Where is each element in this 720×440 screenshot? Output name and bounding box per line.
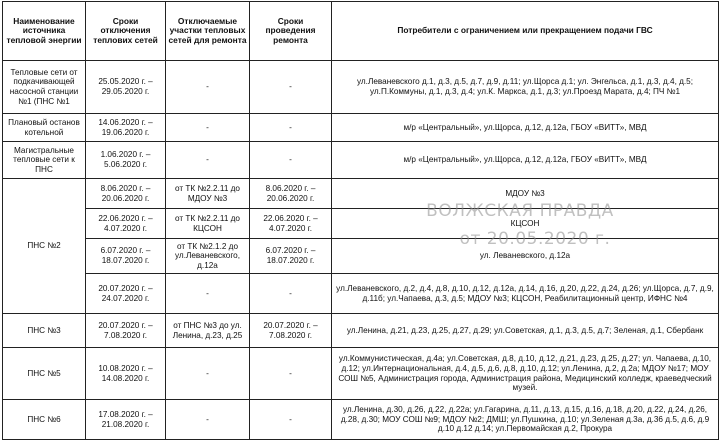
section-cell: - (166, 400, 250, 440)
watermark-date: от 20.05.2020 г. (459, 229, 611, 249)
source-cell: ПНС №2 (3, 179, 86, 314)
shutdown-cell: 10.08.2020 г. – 14.08.2020 г. (86, 348, 166, 400)
section-cell: - (166, 142, 250, 179)
watermark-title: ВОЛЖСКАЯ ПРАВДА (426, 201, 614, 221)
table-row (3, 209, 719, 239)
source-cell: Магистральные тепловые сети к ПНС (3, 142, 86, 179)
repair-cell: 6.07.2020 г. – 18.07.2020 г. (250, 239, 332, 274)
section-cell: от ТК №2.1.2 до ул.Леваневского, д.12а (166, 239, 250, 274)
header-row (3, 2, 719, 61)
shutdown-cell: 17.08.2020 г. – 21.08.2020 г. (86, 400, 166, 440)
section-cell: от ТК №2.2.11 до КЦСОН (166, 209, 250, 239)
repair-cell: - (250, 114, 332, 142)
shutdown-cell: 20.07.2020 г. – 7.08.2020 г. (86, 314, 166, 348)
source-cell: ПНС №3 (3, 314, 86, 348)
consumers-cell: ул.Коммунистическая, д.4а; ул.Советская, д.8, д.10, д.12, д.21, д.23, д.25, д.27; ул. Чапаева, д.10, д.12; ул.Интернациональная, д.4, д.5, д.6, д.8, д.10, д.12; ул.Ленина, д.2, д.2а; МДОУ №17; МОУ СОШ №5, Администрация города, Администрация района, Медицинский колледж, краеведческий музей. (332, 348, 719, 400)
consumers-cell: МДОУ №3 (332, 179, 719, 209)
table-row (3, 400, 719, 440)
shutdown-cell: 25.05.2020 г. – 29.05.2020 г. (86, 61, 166, 114)
shutdown-cell: 20.07.2020 г. – 24.07.2020 г. (86, 274, 166, 314)
header-source: Наименование источника тепловой энергии (3, 2, 86, 61)
section-cell: от ПНС №3 до ул. Ленина, д.23, д.25 (166, 314, 250, 348)
table-row (3, 179, 719, 209)
repair-cell: 20.07.2020 г. – 7.08.2020 г. (250, 314, 332, 348)
consumers-cell: м/р «Центральный», ул.Щорса, д.12, д.12а, ГБОУ «ВИТТ», МВД (332, 142, 719, 179)
consumers-cell: ул.Леваневского д.1, д.3, д.5, д.7, д.9, д.11; ул.Щорса д.1; ул. Энгельса, д.1, д.3, д.4, д.5; ул.П.Коммуны, д.1, д.3, д.4; ул.К. Маркса, д.1, д.3; ул.Проезд Марата, д.4; ПЧ №1 (332, 61, 719, 114)
header-repair-dates: Сроки проведения ремонта (250, 2, 332, 61)
section-cell: - (166, 114, 250, 142)
consumers-cell: ул.Леваневского, д.2, д.4, д.8, д.10, д.12, д.12а, д.14, д.16, д.20, д.22, д.24, д.26; ул.Щорса, д.7, д.9, д.11б; ул.Чапаева, д.3, д.5; МДОУ №3; КЦСОН, Реабилитационный центр, ИФНС №4 (332, 274, 719, 314)
repair-cell: - (250, 348, 332, 400)
table-row (3, 314, 719, 348)
shutdown-cell: 6.07.2020 г. – 18.07.2020 г. (86, 239, 166, 274)
section-cell: от ТК №2.2.11 до МДОУ №3 (166, 179, 250, 209)
schedule-table (2, 1, 719, 440)
section-cell: - (166, 61, 250, 114)
shutdown-cell: 14.06.2020 г. – 19.06.2020 г. (86, 114, 166, 142)
source-cell: ПНС №6 (3, 400, 86, 440)
shutdown-cell: 8.06.2020 г. – 20.06.2020 г. (86, 179, 166, 209)
shutdown-cell: 1.06.2020 г. – 5.06.2020 г. (86, 142, 166, 179)
repair-cell: - (250, 142, 332, 179)
repair-cell: - (250, 400, 332, 440)
table-row (3, 61, 719, 114)
section-cell: - (166, 348, 250, 400)
repair-cell: 22.06.2020 г. – 4.07.2020 г. (250, 209, 332, 239)
consumers-cell: ул. Леваневского, д.12а (332, 239, 719, 274)
consumers-cell: КЦСОН (332, 209, 719, 239)
source-cell: ПНС №5 (3, 348, 86, 400)
repair-cell: - (250, 61, 332, 114)
shutdown-cell: 22.06.2020 г. – 4.07.2020 г. (86, 209, 166, 239)
table-row (3, 114, 719, 142)
header-consumers: Потребители с ограничением или прекращением подачи ГВС (332, 2, 719, 61)
consumers-cell: ул.Ленина, д.21, д.23, д.25, д.27, д.29; ул.Советская, д.1, д.3, д.5, д.7; Зеленая, д.1, Сбербанк (332, 314, 719, 348)
header-shutdown-dates: Сроки отключения теплових сетей (86, 2, 166, 61)
table-row (3, 239, 719, 274)
source-cell: Тепловые сети от подкачивающей насосной станции №1 (ПНС №1 (3, 61, 86, 114)
source-cell: Плановый останов котельной (3, 114, 86, 142)
consumers-cell: м/р «Центральный», ул.Щорса, д.12, д.12а, ГБОУ «ВИТТ», МВД (332, 114, 719, 142)
table-row (3, 274, 719, 314)
repair-cell: - (250, 274, 332, 314)
header-sections: Отключаемые участки тепловых сетей для ремонта (166, 2, 250, 61)
section-cell: - (166, 274, 250, 314)
repair-cell: 8.06.2020 г. – 20.06.2020 г. (250, 179, 332, 209)
consumers-cell: ул.Ленина, д.30, д.26, д.22, д.22а; ул.Гагарина, д.11, д.13, д.15, д.16, д.18, д.20, д.22, д.24, д.26, д.28, д.30; МОУ СОШ №9; МДОУ №2; ДМШ; ул.Пушкина, д.10; ул.Зеленая д.3а, д.36 д.5, д.6, д.9 д.10 д.12 д.14; ул.Первомайская д.2, Прокура (332, 400, 719, 440)
table-row (3, 348, 719, 400)
table-row (3, 142, 719, 179)
